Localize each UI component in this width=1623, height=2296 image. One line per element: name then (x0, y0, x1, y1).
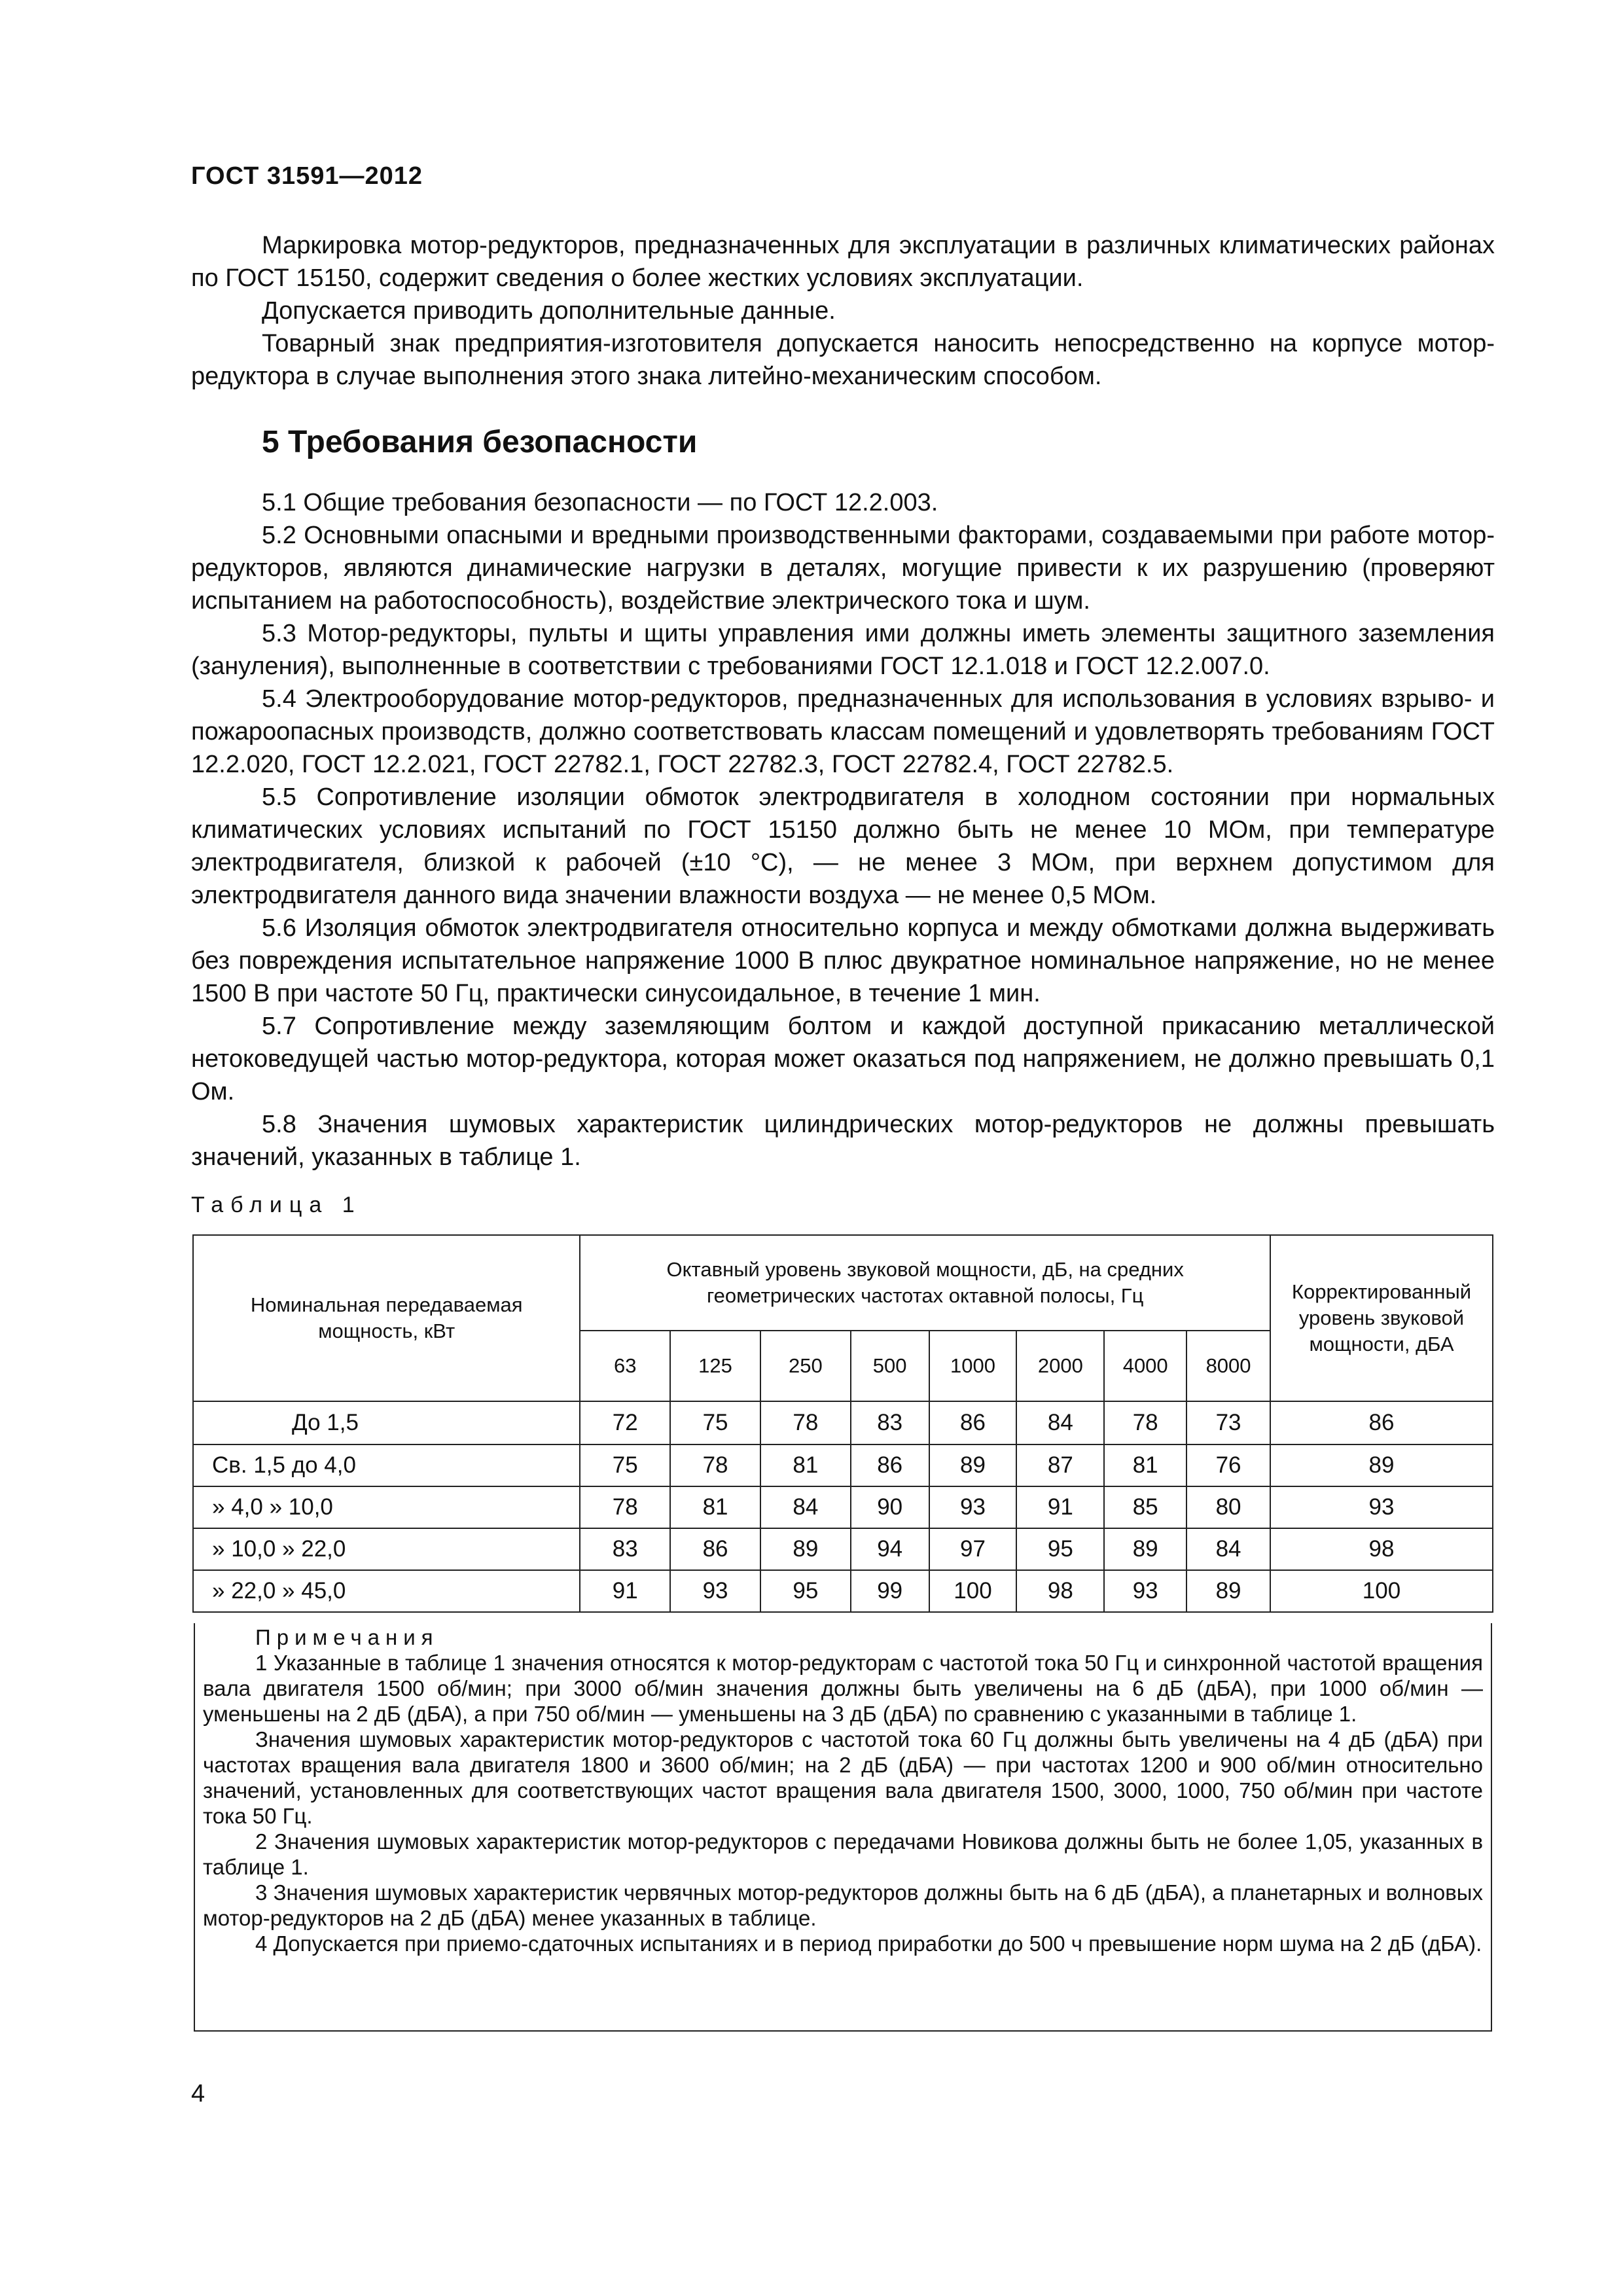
table-cell: 73 (1186, 1401, 1270, 1444)
table-cell-corrected: 98 (1270, 1528, 1493, 1570)
table-cell: 98 (1016, 1570, 1104, 1612)
table-cell: 78 (760, 1401, 851, 1444)
clause-5-1: 5.1 Общие требования безопасности — по ГОСТ 12.2.003. (262, 489, 938, 516)
table-cell: 81 (1104, 1444, 1186, 1486)
table-row (193, 1401, 1493, 1444)
table-cell: 72 (580, 1401, 670, 1444)
table-cell: 76 (1186, 1444, 1270, 1486)
table-cell: 85 (1104, 1486, 1186, 1528)
header-frequency: 1000 (929, 1331, 1017, 1401)
paragraph: Допускается приводить дополнительные данные. (262, 297, 836, 325)
table-cell: 89 (1104, 1528, 1186, 1570)
table-cell: 78 (580, 1486, 670, 1528)
table-cell: 83 (580, 1528, 670, 1570)
table-cell: 93 (1104, 1570, 1186, 1612)
row-label: » 4,0 » 10,0 (193, 1486, 580, 1528)
row-label: » 10,0 » 22,0 (193, 1528, 580, 1570)
table-cell: 100 (929, 1570, 1017, 1612)
header-frequency: 250 (760, 1331, 851, 1401)
document-id: ГОСТ 31591—2012 (191, 162, 423, 190)
header-frequency: 63 (580, 1331, 670, 1401)
clause-5-6: 5.6 Изоляция обмоток электродвигателя относительно корпуса и между обмотками должна выдерживать без повреждения испытательное напряжение 1000 В плюс двукратное номинальное напряжение, но не менее 1500 В при частоте 50 Гц, практически синусоидальное, в течение 1 мин. (191, 914, 1495, 1007)
clause-5-5: 5.5 Сопротивление изоляции обмоток электродвигателя в холодном состоянии при нормальных климатических условиях испытаний по ГОСТ 15150 должно быть не менее 10 МОм, при температуре электродвигателя, близкой к рабочей (±10 °С), — не менее 3 МОм, при верхнем допустимом для электродвигателя данного вида значении влажности воздуха — не менее 0,5 МОм. (191, 783, 1495, 909)
table-row (193, 1486, 1493, 1528)
row-label: До 1,5 (193, 1401, 580, 1444)
table-cell-corrected: 86 (1270, 1401, 1493, 1444)
header-power: Номинальная передаваемая мощность, кВт (193, 1235, 580, 1401)
table-cell: 97 (929, 1528, 1017, 1570)
table-cell: 84 (1186, 1528, 1270, 1570)
table-cell: 93 (929, 1486, 1017, 1528)
table-cell: 89 (929, 1444, 1017, 1486)
table-cell: 91 (1016, 1486, 1104, 1528)
table-row (193, 1528, 1493, 1570)
table-row (193, 1444, 1493, 1486)
header-frequency: 8000 (1186, 1331, 1270, 1401)
note-item: 4 Допускается при приемо-сдаточных испытаниях и в период приработки до 500 ч превышение норм шума на 2 дБ (дБА). (255, 1931, 1482, 1956)
paragraph: Маркировка мотор-редукторов, предназначенных для эксплуатации в различных климатических районах по ГОСТ 15150, содержит сведения о более жестких условиях эксплуатации. (191, 232, 1495, 292)
row-label: » 22,0 » 45,0 (193, 1570, 580, 1612)
clause-5-8: 5.8 Значения шумовых характеристик цилиндрических мотор-редукторов не должны превышать значений, указанных в таблице 1. (191, 1111, 1495, 1171)
section-heading: 5 Требования безопасности (262, 425, 698, 459)
header-frequency: 125 (670, 1331, 760, 1401)
intro-text (191, 229, 1495, 393)
header-corrected: Корректированный уровень звуковой мощности, дБА (1270, 1235, 1493, 1401)
table-cell-corrected: 100 (1270, 1570, 1493, 1612)
note-item: 2 Значения шумовых характеристик мотор-редукторов с передачами Новикова должны быть не более 1,05, указанных в таблице 1. (203, 1829, 1483, 1879)
clause-5-7: 5.7 Сопротивление между заземляющим болтом и каждой доступной прикасанию металлической нетоковедущей частью мотор-редуктора, которая может оказаться под напряжением, не должно превышать 0,1 Ом. (191, 1013, 1495, 1105)
table-cell: 89 (1186, 1570, 1270, 1612)
clause-5-4: 5.4 Электрооборудование мотор-редукторов, предназначенных для использования в условиях взрыво- и пожароопасных производств, должно соответствовать классам помещений и удовлетворять требованиям ГОСТ 12.2.020, ГОСТ 12.2.021, ГОСТ 22782.1, ГОСТ 22782.3, ГОСТ 22782.4, ГОСТ 22782.5. (191, 685, 1495, 778)
note-item: 3 Значения шумовых характеристик червячных мотор-редукторов должны быть на 6 дБ (дБА), а планетарных и волновых мотор-редукторов на 2 дБ (дБА) менее указанных в таблице. (203, 1880, 1483, 1930)
table-cell: 90 (851, 1486, 929, 1528)
row-label: Св. 1,5 до 4,0 (193, 1444, 580, 1486)
header-frequency: 2000 (1016, 1331, 1104, 1401)
header-frequency: 4000 (1104, 1331, 1186, 1401)
note-item: Значения шумовых характеристик мотор-редукторов с частотой тока 60 Гц должны быть увеличены на 4 дБ (дБА) при частотах вращения вала двигателя 1800 и 3600 об/мин; на 2 дБ (дБА) — при частотах 1200 и 900 об/мин относительно значений, установленных для соответствующих частот вращения вала двигателя 1500, 3000, 1000, 750 об/мин при частоте тока 50 Гц. (203, 1727, 1483, 1828)
paragraph: Товарный знак предприятия-изготовителя допускается наносить непосредственно на корпусе мотор-редуктора в случае выполнения этого знака литейно-механическим способом. (191, 330, 1495, 390)
table-cell: 75 (580, 1444, 670, 1486)
table-row (193, 1570, 1493, 1612)
table-cell: 80 (1186, 1486, 1270, 1528)
table-cell: 87 (1016, 1444, 1104, 1486)
table-cell-corrected: 93 (1270, 1486, 1493, 1528)
table-cell: 94 (851, 1528, 929, 1570)
table-cell: 86 (851, 1444, 929, 1486)
table-cell: 99 (851, 1570, 929, 1612)
table-cell: 84 (1016, 1401, 1104, 1444)
section-text (191, 486, 1495, 1174)
table-cell: 93 (670, 1570, 760, 1612)
table-cell: 84 (760, 1486, 851, 1528)
table-caption: Таблица 1 (191, 1193, 362, 1217)
table-cell: 78 (1104, 1401, 1186, 1444)
table-cell: 95 (1016, 1528, 1104, 1570)
table-cell: 86 (929, 1401, 1017, 1444)
table-cell: 81 (760, 1444, 851, 1486)
page-number: 4 (191, 2080, 205, 2108)
table-cell: 95 (760, 1570, 851, 1612)
table-cell: 78 (670, 1444, 760, 1486)
header-octave: Октавный уровень звуковой мощности, дБ, на средних геометрических частотах октавной полосы, Гц (580, 1235, 1270, 1331)
notes-title: Примечания (255, 1625, 439, 1649)
table-cell: 83 (851, 1401, 929, 1444)
clause-5-2: 5.2 Основными опасными и вредными производственными факторами, создаваемыми при работе мотор-редукторов, являются динамические нагрузки в деталях, могущие привести к их разрушению (проверяют испытанием на работоспособность), воздействие электрического тока и шум. (191, 522, 1495, 615)
table-cell: 81 (670, 1486, 760, 1528)
table-cell: 75 (670, 1401, 760, 1444)
clause-5-3: 5.3 Мотор-редукторы, пульты и щиты управления ими должны иметь элементы защитного заземления (зануления), выполненные в соответствии с требованиями ГОСТ 12.1.018 и ГОСТ 12.2.007.0. (191, 620, 1495, 680)
noise-table (192, 1234, 1493, 1613)
header-frequency: 500 (851, 1331, 929, 1401)
table-cell: 89 (760, 1528, 851, 1570)
note-item: 1 Указанные в таблице 1 значения относятся к мотор-редукторам с частотой тока 50 Гц и синхронной частотой вращения вала двигателя 1500 об/мин; при 3000 об/мин значения должны быть увеличены на 6 дБ (дБА), при 1000 об/мин — уменьшены на 2 дБ (дБА), а при 750 об/мин — уменьшены на 3 дБ (дБА) по сравнению с указанными в таблице 1. (203, 1651, 1483, 1726)
table-cell: 91 (580, 1570, 670, 1612)
table-cell: 86 (670, 1528, 760, 1570)
table-cell-corrected: 89 (1270, 1444, 1493, 1486)
table-notes (194, 1623, 1492, 2032)
